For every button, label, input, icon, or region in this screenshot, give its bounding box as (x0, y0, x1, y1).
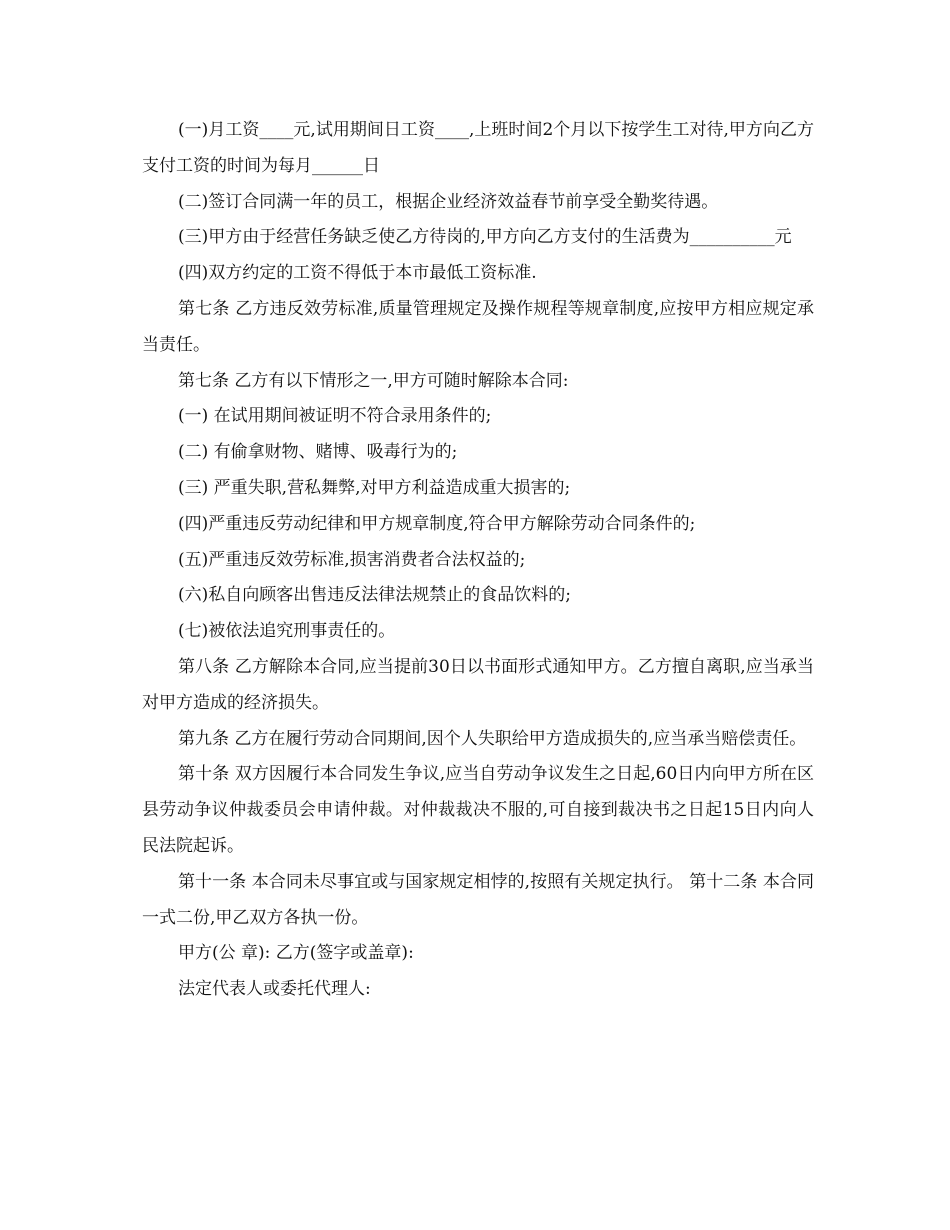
paragraph-attendance-bonus: (二)签订合同满一年的员工，根据企业经济效益春节前享受全勤奖待遇。 (178, 191, 719, 212)
list-item-termination-4: (四)严重违反劳动纪律和甲方规章制度,符合甲方解除劳动合同条件的; (178, 513, 696, 534)
list-item-termination-2: (二) 有偷拿财物、赌博、吸毒行为的; (178, 442, 458, 463)
paragraph-standby-allowance: (三)甲方由于经营任务缺乏使乙方待岗的,甲方向乙方支付的生活费为__________元 (178, 227, 792, 248)
list-item-termination-1: (一) 在试用期间被证明不符合录用条件的; (178, 406, 492, 427)
signature-parties-line: 甲方(公 章): 乙方(签字或盖章): (178, 943, 414, 964)
list-item-termination-5: (五)严重违反效劳标准,损害消费者合法权益的; (178, 549, 526, 570)
document-body (142, 113, 814, 1008)
list-item-termination-3: (三) 严重失职,营私舞弊,对甲方利益造成重大损害的; (178, 477, 571, 498)
paragraph-article-9: 第九条 乙方在履行劳动合同期间,因个人失职给甲方造成损失的,应当承当赔偿责任。 (178, 728, 807, 749)
paragraph-article-10: 第十条 双方因履行本合同发生争议,应当自劳动争议发生之日起,60日内向甲方所在区县劳动争议仲裁委员会申请仲裁。对仲裁裁决不服的,可自接到裁决书之日起15日内向人民法院起诉。 (142, 764, 814, 856)
paragraph-article-11-12: 第十一条 本合同未尽事宜或与国家规定相悖的,按照有关规定执行。 第十二条 本合同一式二份,甲乙双方各执一份。 (142, 871, 814, 928)
paragraph-minimum-wage: (四)双方约定的工资不得低于本市最低工资标准. (178, 263, 537, 284)
paragraph-wage-terms: (一)月工资____元,试用期间日工资____,上班时间2个月以下按学生工对待,甲方向乙方支付工资的时间为每月______日 (142, 120, 814, 176)
legal-representative-line: 法定代表人或委托代理人: (178, 979, 371, 1000)
list-item-termination-6: (六)私自向顾客出售违反法律法规禁止的食品饮料的; (178, 585, 571, 606)
paragraph-article-7-termination: 第七条 乙方有以下情形之一,甲方可随时解除本合同: (178, 370, 569, 391)
paragraph-article-8: 第八条 乙方解除本合同,应当提前30日以书面形式通知甲方。乙方擅自离职,应当承当对甲方造成的经济损失。 (142, 656, 814, 713)
paragraph-article-7-liability: 第七条 乙方违反效劳标准,质量管理规定及操作规程等规章制度,应按甲方相应规定承当责任。 (142, 298, 814, 355)
list-item-termination-7: (七)被依法追究刑事责任的。 (178, 621, 396, 642)
